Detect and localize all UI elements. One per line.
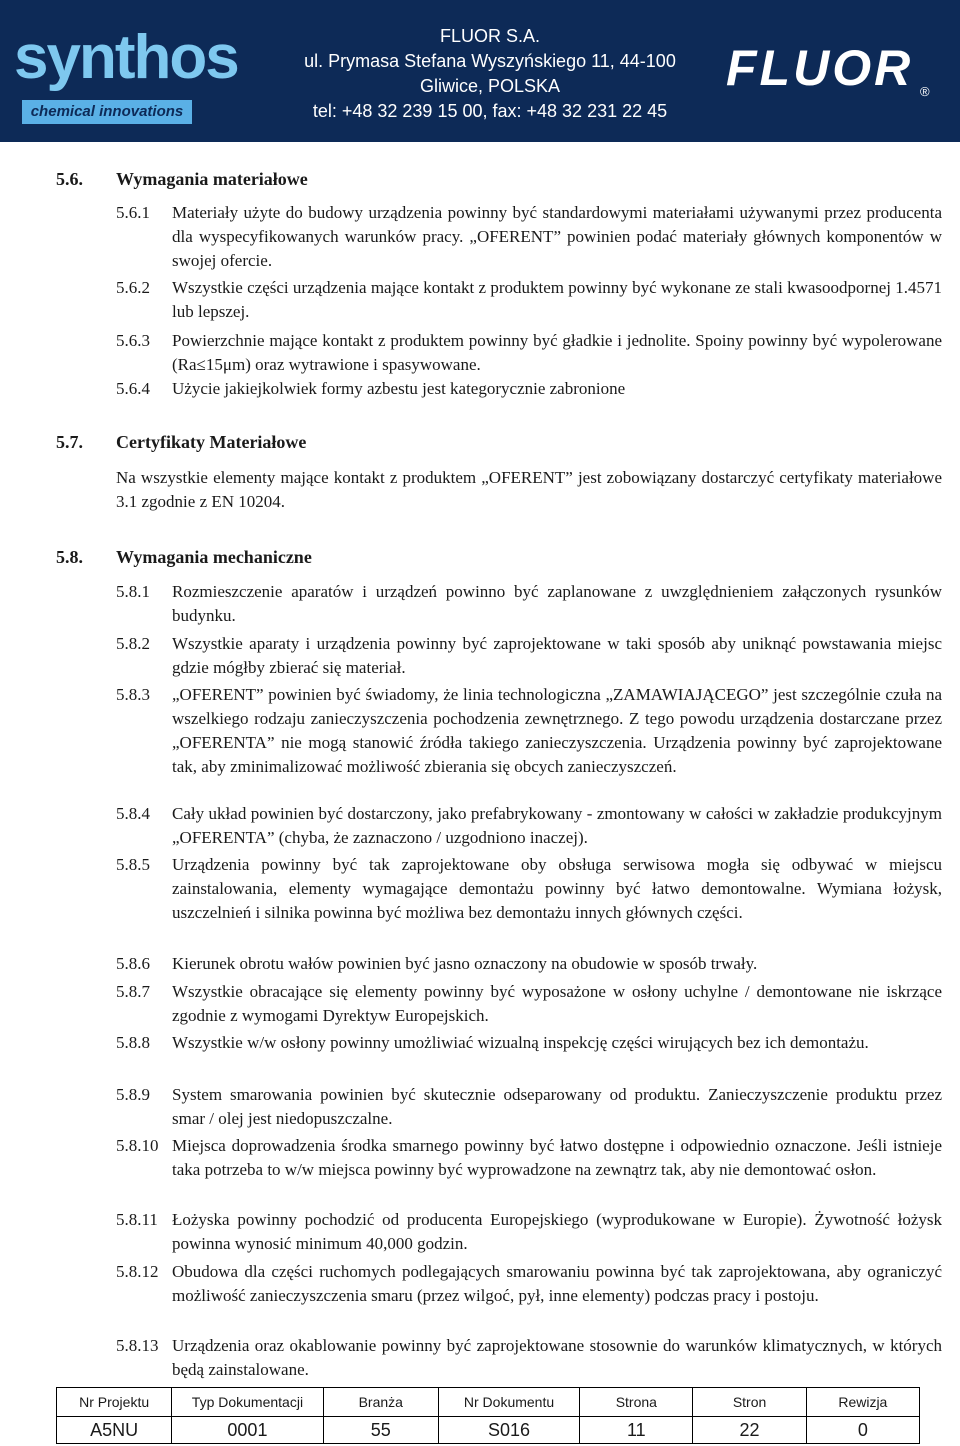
item-number: 5.8.11 xyxy=(116,1210,158,1229)
item-number: 5.8.10 xyxy=(116,1136,159,1155)
item-number: 5.8.3 xyxy=(116,685,150,704)
item-number: 5.8.5 xyxy=(116,855,150,874)
list-item xyxy=(116,329,942,377)
company-phone: tel: +48 32 239 15 00, fax: +48 32 231 22 45 xyxy=(312,101,668,121)
item-text: Kierunek obrotu wałów powinien być jasno oznaczony na obudowie w sposób trwały. xyxy=(172,954,758,973)
section-title: Wymagania mechaniczne xyxy=(116,547,312,567)
item-number: 5.8.4 xyxy=(116,804,150,823)
item-number: 5.8.8 xyxy=(116,1033,150,1052)
item-number: 5.8.1 xyxy=(116,582,150,601)
item-number: 5.8.2 xyxy=(116,634,150,653)
list-item xyxy=(116,980,942,1028)
section-number: 5.6. xyxy=(56,169,83,189)
footer-header-cell: Stron xyxy=(693,1388,806,1417)
list-item xyxy=(116,377,942,401)
list-item xyxy=(116,580,942,628)
list-item xyxy=(116,952,942,976)
section-heading-5-8 xyxy=(56,545,312,569)
section-heading-5-7 xyxy=(56,430,306,454)
footer-header-row xyxy=(57,1388,920,1417)
footer-value-cell: 22 xyxy=(693,1417,806,1444)
item-number: 5.6.1 xyxy=(116,203,150,222)
list-item xyxy=(116,802,942,850)
item-text: Wszystkie aparaty i urządzenia powinny być zaprojektowane w taki sposób aby uniknąć powstawania miejsc gdzie mógłby zbierać się materiał. xyxy=(172,634,942,677)
item-number: 5.8.13 xyxy=(116,1336,159,1355)
item-number: 5.8.12 xyxy=(116,1262,159,1281)
footer-value-row xyxy=(57,1417,920,1444)
list-item xyxy=(116,632,942,680)
item-text: Łożyska powinny pochodzić od producenta Europejskiego (wyprodukowane w Europie). Żywotność łożysk powinna wynosić minimum 40,000 godzin. xyxy=(172,1210,942,1253)
item-number: 5.8.7 xyxy=(116,982,150,1001)
footer-value-cell: 0001 xyxy=(172,1417,323,1444)
footer-value-cell: 55 xyxy=(323,1417,438,1444)
item-text: „OFERENT” powinien być świadomy, że linia technologiczna „ZAMAWIAJĄCEGO” jest szczególnie czuła na wszelkiego rodzaju zanieczyszczenia pochodzenia zewnętrznego. Z tego powodu urządzenia dostarczane przez „OFERENTA” nie mogą stanowić źródła takiego zanieczyszczenia. Urządzenia powinny być zaprojektowane tak, aby zminimalizować możliwość zbierania się obcych zanieczyszczeń. xyxy=(172,685,942,776)
item-text: Wszystkie obracające się elementy powinny być wyposażone w osłony uchylne / demontowane nie iskrzące zgodnie z wymogami Dyrektyw Europejskich. xyxy=(172,982,942,1025)
item-text: Wszystkie w/w osłony powinny umożliwiać wizualną inspekcję części wirujących bez ich demontażu. xyxy=(172,1033,869,1052)
footer-value-cell: A5NU xyxy=(57,1417,172,1444)
synthos-tagline: chemical innovations xyxy=(22,100,192,124)
footer-header-cell: Branża xyxy=(323,1388,438,1417)
item-text: Urządzenia oraz okablowanie powinny być zaprojektowane stosownie do warunków klimatycznych, w których będą zainstalowane. xyxy=(172,1336,942,1379)
fluor-logo: FLUOR xyxy=(726,40,914,96)
company-address: ul. Prymasa Stefana Wyszyńskiego 11, 44-100 xyxy=(304,51,676,71)
list-item xyxy=(116,276,942,324)
company-contact xyxy=(280,24,700,124)
company-name: FLUOR S.A. xyxy=(439,26,541,46)
document-footer-table xyxy=(56,1387,920,1444)
footer-value-cell: 0 xyxy=(806,1417,919,1444)
section-number: 5.8. xyxy=(56,547,83,567)
section-heading-5-6 xyxy=(56,167,308,191)
item-number: 5.8.9 xyxy=(116,1085,150,1104)
list-item xyxy=(116,1334,942,1382)
list-item xyxy=(116,683,942,779)
list-item xyxy=(116,1260,942,1308)
item-text: Miejsca doprowadzenia środka smarnego powinny być łatwo dostępne i odpowiednio oznaczone. Jeśli istnieje taka potrzeba to w/w miejsca powinny być wyprowadzone na zewnątrz tak, aby nie demontować osłon. xyxy=(172,1136,942,1179)
footer-header-cell: Nr Projektu xyxy=(57,1388,172,1417)
item-text: Powierzchnie mające kontakt z produktem powinny być gładkie i jednolite. Spoiny powinny być wypolerowane (Ra≤15μm) oraz wytrawione i spasywowane. xyxy=(172,331,942,374)
synthos-logo: synthos xyxy=(14,23,238,92)
list-item xyxy=(116,1031,942,1055)
item-text: Obudowa dla części ruchomych podlegających smarowaniu powinna być tak zaprojektowana, aby ograniczyć możliwość zanieczyszczenia smaru (przez wilgoć, pył, inne elementy) podczas pracy i postoju. xyxy=(172,1262,942,1305)
section-title: Certyfikaty Materiałowe xyxy=(116,432,307,452)
item-text: Użycie jakiejkolwiek formy azbestu jest kategorycznie zabronione xyxy=(172,379,626,398)
item-text: Cały układ powinien być dostarczony, jako prefabrykowany - zmontowany w całości w zakładzie produkcyjnym „OFERENTA” (chyba, że zaznaczono / uzgodniono inaczej). xyxy=(172,804,942,847)
item-number: 5.6.2 xyxy=(116,278,150,297)
footer-header-cell: Typ Dokumentacji xyxy=(172,1388,323,1417)
page-header xyxy=(0,0,960,142)
footer-header-cell: Nr Dokumentu xyxy=(438,1388,579,1417)
registered-mark: ® xyxy=(920,84,930,99)
list-item xyxy=(116,853,942,925)
item-number: 5.6.4 xyxy=(116,379,150,398)
item-text: Wszystkie części urządzenia mające kontakt z produktem powinny być wykonane ze stali kwasoodpornej 1.4571 lub lepszej. xyxy=(172,278,942,321)
footer-value-cell: 11 xyxy=(580,1417,693,1444)
item-text: Rozmieszczenie aparatów i urządzeń powinno być zaplanowane z uwzględnieniem załączonych rysunków budynku. xyxy=(172,582,942,625)
section-paragraph: Na wszystkie elementy mające kontakt z produktem „OFERENT” jest zobowiązany dostarczyć certyfikaty materiałowe 3.1 zgodnie z EN 10204. xyxy=(116,468,942,511)
footer-header-cell: Rewizja xyxy=(806,1388,919,1417)
company-city: Gliwice, POLSKA xyxy=(419,76,561,96)
section-title: Wymagania materiałowe xyxy=(116,169,308,189)
footer-value-cell: S016 xyxy=(438,1417,579,1444)
list-item xyxy=(116,1083,942,1131)
section-number: 5.7. xyxy=(56,432,83,452)
list-item xyxy=(116,1134,942,1182)
item-text: System smarowania powinien być skutecznie odseparowany od produktu. Zanieczyszczenie produktu przez smar / olej jest niedopuszczalne. xyxy=(172,1085,942,1128)
list-item xyxy=(116,201,942,273)
item-number: 5.6.3 xyxy=(116,331,150,350)
list-item xyxy=(116,1208,942,1256)
footer-header-cell: Strona xyxy=(580,1388,693,1417)
item-text: Materiały użyte do budowy urządzenia powinny być standardowymi materiałami używanymi przez producenta dla wyspecyfikowanych warunków pracy. „OFERENT” powinien podać materiały głównych komponentów w swojej ofercie. xyxy=(172,203,942,270)
item-number: 5.8.6 xyxy=(116,954,150,973)
item-text: Urządzenia powinny być tak zaprojektowane oby obsługa serwisowa mogła się odbywać w miejscu zainstalowania, elementy wymagające demontażu powinny być łatwo demontowalne. Wymiana łożysk, uszczelnień i silnika powinna być możliwa bez demontażu innych głównych części. xyxy=(172,855,942,922)
